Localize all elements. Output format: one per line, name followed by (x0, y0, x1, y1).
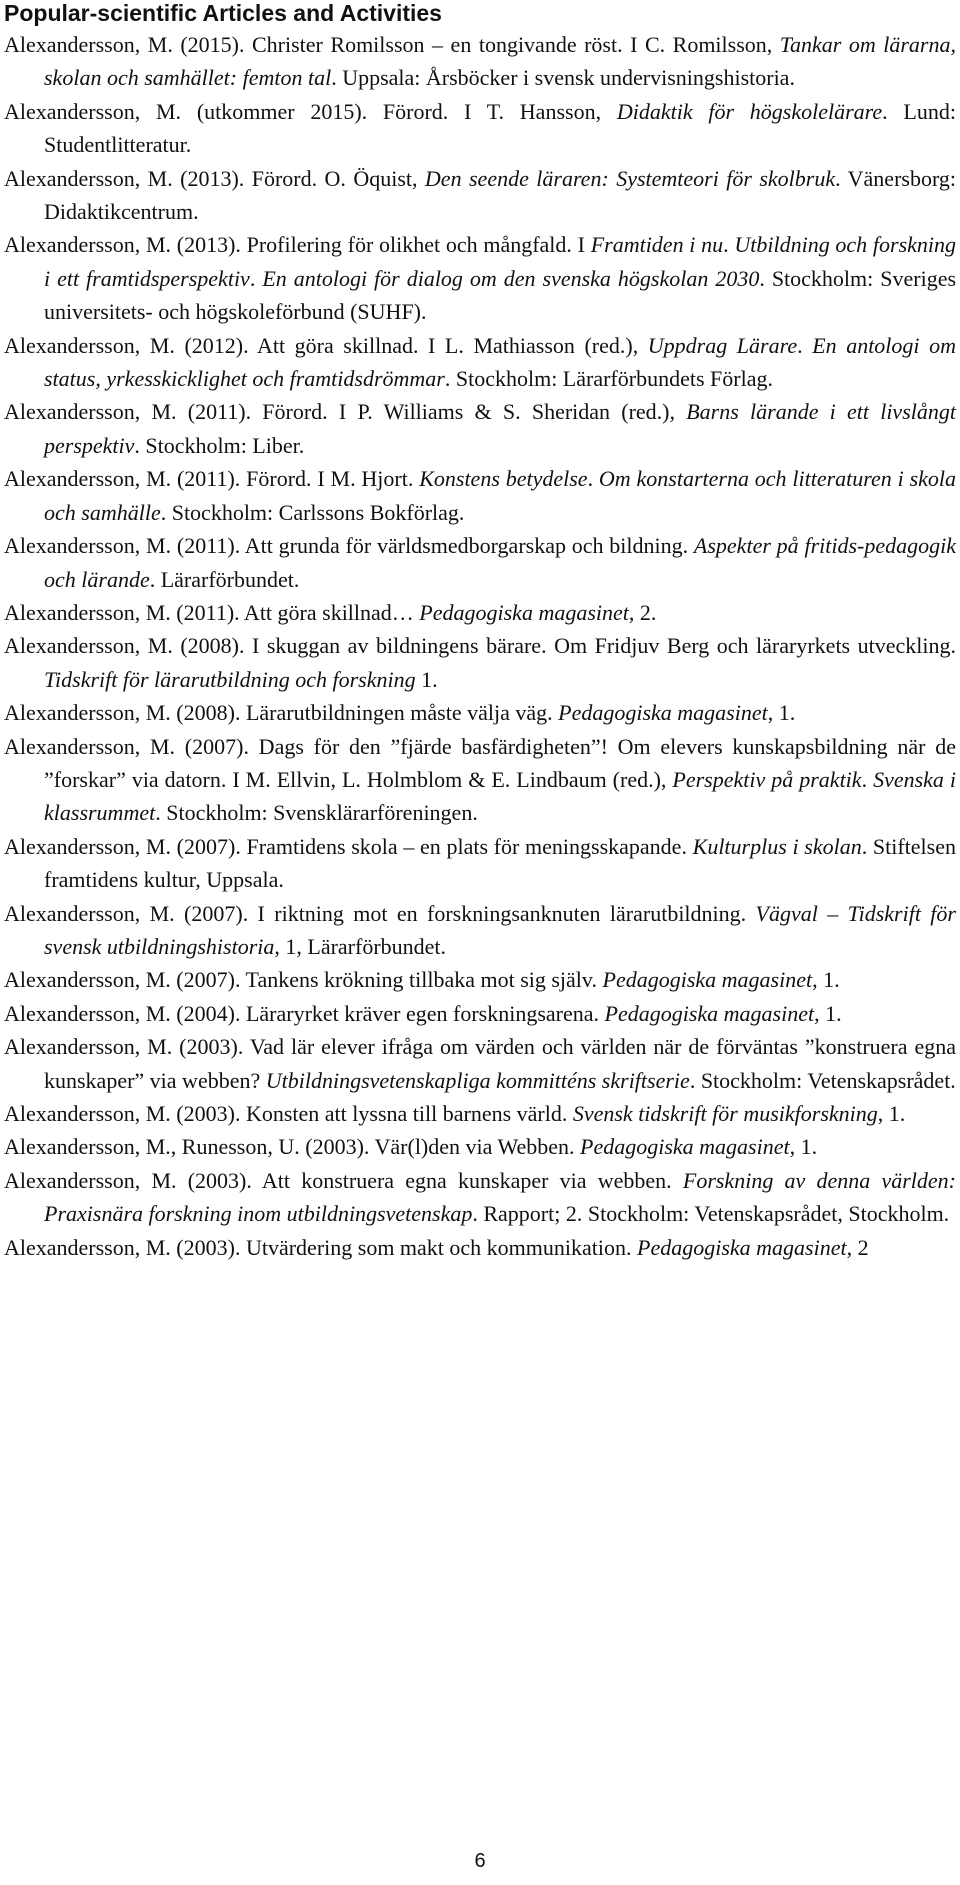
reference-entry (4, 629, 956, 696)
reference-entry (4, 730, 956, 830)
reference-text: 1. (415, 666, 438, 692)
reference-title: Framtiden i nu (590, 232, 724, 258)
reference-title: Den seende läraren: Systemteori för skolbruk (424, 165, 836, 191)
reference-text: Alexandersson, M. (2011). Att göra skillnad… (4, 599, 420, 625)
reference-entry (4, 830, 956, 897)
reference-text: , 1. (767, 700, 796, 726)
reference-text: Alexandersson, M. (2013). Profilering för olikhet och mångfald. I (4, 232, 591, 258)
reference-entry (4, 997, 956, 1030)
reference-entry (4, 963, 956, 996)
reference-text: . (861, 766, 874, 792)
reference-entry (4, 28, 956, 95)
reference-entry (4, 462, 956, 529)
reference-title: Pedagogiska magasinet (580, 1134, 790, 1160)
reference-text: , 1, Lärarförbundet. (274, 933, 447, 959)
reference-title: Pedagogiska magasinet (637, 1234, 847, 1260)
reference-text: Alexandersson, M. (2008). Lärarutbildningen måste välja väg. (4, 700, 559, 726)
reference-title: Didaktik för högskolelärare (616, 98, 883, 124)
reference-entry (4, 95, 956, 162)
reference-text: Alexandersson, M. (2008). I skuggan av bildningens bärare. Om Fridjuv Berg och läraryrkets utveckling. (4, 633, 956, 659)
reference-title: Barns lärande i ett livslångt perspektiv (44, 399, 956, 458)
reference-text: Alexandersson, M. (2004). Läraryrket kräver egen forskningsarena. (4, 1000, 605, 1026)
reference-title: Tidskrift för lärarutbildning och forskning (44, 666, 416, 692)
page-number: 6 (474, 1850, 486, 1872)
reference-text: . Stockholm: Svensklärarföreningen. (155, 800, 478, 826)
reference-text: Alexandersson, M. (2007). Framtidens skola – en plats för meningsskapande. (4, 833, 693, 859)
reference-text: Alexandersson, M. (2011). Förord. I M. Hjort. (4, 466, 420, 492)
reference-text: . Stockholm: Lärarförbundets Förlag. (444, 366, 773, 392)
reference-text: , 2. (628, 599, 657, 625)
reference-text: . (797, 332, 813, 358)
reference-title: En antologi för dialog om den svenska högskolan 2030 (262, 265, 760, 291)
reference-text: . Stockholm: Carlssons Bokförlag. (160, 499, 465, 525)
reference-text: . (587, 466, 599, 492)
reference-entry (4, 1164, 956, 1231)
reference-text: Alexandersson, M. (2003). Konsten att lyssna till barnens värld. (4, 1101, 573, 1126)
reference-entry (4, 696, 956, 729)
reference-title: Svenska i klassrummet (44, 766, 957, 826)
reference-entry (4, 228, 956, 328)
reference-entry (4, 596, 956, 629)
reference-title: Konstens betydelse (419, 466, 588, 492)
reference-title: Vägval – Tidskrift för svensk utbildningshistoria (44, 900, 956, 959)
reference-text: Alexandersson, M. (2003). Att konstruera egna kunskaper via webben. (4, 1167, 683, 1193)
reference-text: Alexandersson, M., Runesson, U. (2003). Vär(l)den via Webben. (4, 1134, 581, 1160)
reference-entry (4, 395, 956, 462)
reference-text: . Stockholm: Vetenskapsrådet. (689, 1067, 956, 1093)
reference-title: Pedagogiska magasinet (602, 967, 813, 993)
reference-text: . Stockholm: Liber. (134, 432, 305, 458)
reference-entry (4, 1231, 956, 1264)
reference-text: Alexandersson, M. (2007). I riktning mot en forskningsanknuten lärarutbildning. (4, 900, 756, 926)
reference-text: . Rapport; 2. Stockholm: Vetenskapsrådet, Stockholm. (472, 1201, 950, 1227)
reference-entry (4, 162, 956, 229)
reference-text: . Stockholm: Sveriges universitets- och högskoleförbund (SUHF). (44, 265, 957, 325)
reference-title: Tankar om lärarna, skolan och samhället: femton tal (44, 32, 956, 91)
reference-text: , 1. (789, 1134, 818, 1160)
reference-title: Aspekter på fritids-pedagogik och lärande (44, 533, 956, 592)
reference-title: Utbildningsvetenskapliga kommitténs skriftserie (265, 1067, 690, 1093)
reference-text: Alexandersson, M. (2011). Att grunda för världsmedborgarskap och bildning. (4, 533, 694, 559)
reference-text: Alexandersson, M. (2012). Att göra skillnad. I L. Mathiasson (red.), (4, 332, 648, 358)
reference-title: Svensk tidskrift för musikforskning (572, 1101, 878, 1126)
reference-text: Alexandersson, M. (2007). Tankens krökning tillbaka mot sig själv. (4, 967, 603, 993)
reference-text: . Stiftelsen framtidens kultur, Uppsala. (44, 833, 956, 893)
section-heading: Popular-scientific Articles and Activities (4, 0, 442, 26)
reference-title: En antologi om status, yrkesskicklighet och framtidsdrömmar (44, 332, 956, 392)
reference-entry (4, 1097, 956, 1130)
reference-entry (4, 1030, 956, 1097)
reference-text: . (723, 232, 735, 258)
reference-text: . Uppsala: Årsböcker i svensk undervisningshistoria. (331, 65, 795, 91)
reference-entry (4, 897, 956, 964)
reference-text: , 1. (812, 967, 840, 993)
reference-text: , 2 (846, 1234, 869, 1260)
reference-text: Alexandersson, M. (2011). Förord. I P. Williams & S. Sheridan (red.), (4, 399, 687, 425)
reference-title: Kulturplus i skolan (692, 833, 862, 859)
reference-text: . Lärarförbundet. (149, 566, 300, 592)
reference-text: Alexandersson, M. (2015). Christer Romilsson – en tongivande röst. I C. Romilsson, (4, 32, 780, 57)
reference-title: Pedagogiska magasinet (558, 700, 768, 726)
reference-text: Alexandersson, M. (utkommer 2015). Förord. I T. Hansson, (4, 98, 617, 124)
reference-entry (4, 1130, 956, 1163)
reference-text: . (249, 265, 263, 291)
reference-text: . Vänersborg: Didaktikcentrum. (44, 165, 956, 225)
reference-entry (4, 529, 956, 596)
reference-title: Om konstarterna och litteraturen i skola och samhälle (44, 466, 957, 525)
reference-text: Alexandersson, M. (2003). Vad lär elever ifråga om värden och världen när de förväntas ”konstruera egna kunskaper” via webben? (4, 1034, 956, 1093)
reference-title: Forskning av denna världen: Praxisnära forskning inom utbildningsvetenskap (44, 1167, 957, 1227)
reference-title: Pedagogiska magasinet (604, 1000, 815, 1026)
reference-title: Pedagogiska magasinet (419, 599, 629, 625)
reference-text: Alexandersson, M. (2007). Dags för den ”fjärde basfärdigheten”! Om elevers kunskapsbildning när de ”forskar” via datorn. I M. Ellvin, L. Holmblom & E. Lindbaum (red.), (4, 733, 956, 792)
reference-list (4, 28, 956, 1264)
reference-title: Utbildning och forskning i ett framtidsperspektiv (44, 232, 957, 291)
reference-title: Perspektiv på praktik (672, 766, 862, 792)
reference-text: , 1. (877, 1101, 906, 1126)
reference-text: Alexandersson, M. (2003). Utvärdering som makt och kommunikation. (4, 1234, 638, 1260)
reference-entry (4, 329, 956, 396)
reference-text: , 1. (814, 1000, 842, 1026)
reference-text: . Lund: Studentlitteratur. (44, 98, 956, 158)
reference-title: Uppdrag Lärare (647, 332, 798, 358)
reference-text: Alexandersson, M. (2013). Förord. O. Öquist, (4, 165, 425, 191)
